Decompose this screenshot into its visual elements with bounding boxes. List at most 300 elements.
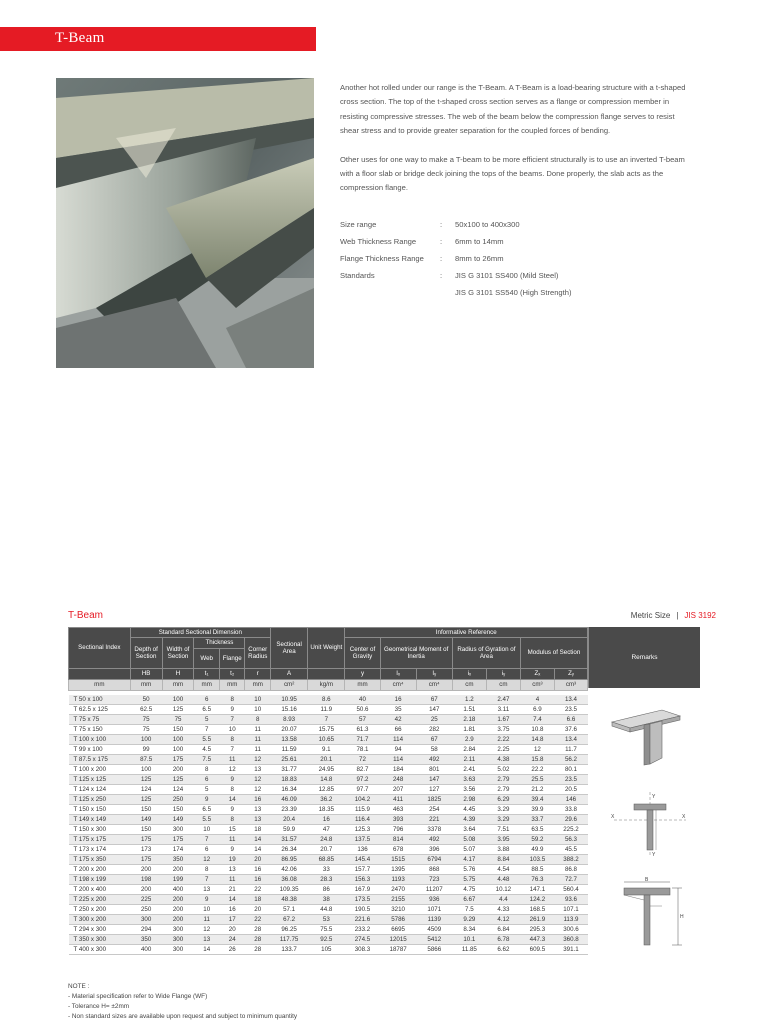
table-cell: 6 xyxy=(194,695,220,705)
table-cell: 10 xyxy=(194,824,220,834)
table-cell: 936 xyxy=(416,894,452,904)
table-cell: 67.2 xyxy=(271,914,308,924)
group-informative-reference: Informative Reference xyxy=(345,628,588,638)
table-cell: 175 xyxy=(162,834,194,844)
table-cell: 3.64 xyxy=(452,824,486,834)
table-cell: 221.6 xyxy=(345,914,380,924)
table-cell: 19 xyxy=(219,854,245,864)
col-depth: Depth of Section xyxy=(130,638,162,669)
table-cell: 146 xyxy=(554,794,587,804)
table-cell: 4.33 xyxy=(486,904,520,914)
table-cell: 9 xyxy=(194,894,220,904)
table-cell: 5.02 xyxy=(486,764,520,774)
spec-label: Size range xyxy=(340,220,377,229)
table-cell: 18 xyxy=(245,894,271,904)
table-row xyxy=(69,714,588,724)
table-cell: 145.4 xyxy=(345,854,380,864)
table-cell: 1071 xyxy=(416,904,452,914)
table-cell: 11 xyxy=(219,834,245,844)
table-cell: 35 xyxy=(380,704,416,714)
table-row xyxy=(69,804,588,814)
section-size-cell: T 173 x 174 xyxy=(69,844,131,854)
table-row xyxy=(69,904,588,914)
table-cell: 492 xyxy=(416,834,452,844)
table-cell: 3.88 xyxy=(486,844,520,854)
section-size-cell: T 198 x 199 xyxy=(69,874,131,884)
table-row xyxy=(69,874,588,884)
table-cell: 47 xyxy=(308,824,345,834)
table-cell: 2.84 xyxy=(452,744,486,754)
table-cell: 31.77 xyxy=(271,764,308,774)
table-cell: 14 xyxy=(219,894,245,904)
table-cell: 125.3 xyxy=(345,824,380,834)
table-cell: 15 xyxy=(219,824,245,834)
table-cell: 8.84 xyxy=(486,854,520,864)
axis-label-x: X xyxy=(682,814,686,820)
table-cell: 28 xyxy=(245,944,271,954)
table-cell: 388.2 xyxy=(554,854,587,864)
unit-cell: mm xyxy=(130,680,162,691)
symbol-cell: r xyxy=(245,669,271,680)
unit-cell: cm xyxy=(486,680,520,691)
table-cell: 18.83 xyxy=(271,774,308,784)
table-cell: 67 xyxy=(416,695,452,705)
symbol-cell: HB xyxy=(130,669,162,680)
table-cell: 10 xyxy=(245,704,271,714)
table-cell: 6.67 xyxy=(452,894,486,904)
table-cell: 200 xyxy=(162,864,194,874)
table-cell: 3.56 xyxy=(452,784,486,794)
table-cell: 5.07 xyxy=(452,844,486,854)
table-cell: 15.16 xyxy=(271,704,308,714)
symbol-cell: A xyxy=(271,669,308,680)
table-cell: 173.5 xyxy=(345,894,380,904)
table-cell: 5.75 xyxy=(452,874,486,884)
section-size-cell: T 100 x 200 xyxy=(69,764,131,774)
t-beam-table xyxy=(68,627,588,955)
table-cell: 12 xyxy=(219,764,245,774)
table-cell: 17 xyxy=(219,914,245,924)
table-cell: 9 xyxy=(219,844,245,854)
table-cell: 4509 xyxy=(416,924,452,934)
table-cell: 12 xyxy=(245,774,271,784)
table-cell: 199 xyxy=(162,874,194,884)
table-cell: 12015 xyxy=(380,934,416,944)
spec-label xyxy=(340,284,440,301)
table-cell: 3.11 xyxy=(486,704,520,714)
table-cell: 11 xyxy=(219,874,245,884)
table-cell: 4.38 xyxy=(486,754,520,764)
table-cell: 13.4 xyxy=(554,734,587,744)
unit-cell: mm xyxy=(162,680,194,691)
table-cell: 97.2 xyxy=(345,774,380,784)
table-cell: 56.2 xyxy=(554,754,587,764)
section-size-cell: T 150 x 300 xyxy=(69,824,131,834)
table-cell: 3210 xyxy=(380,904,416,914)
table-cell: 1139 xyxy=(416,914,452,924)
table-cell: 71.7 xyxy=(345,734,380,744)
table-cell: 1.67 xyxy=(486,714,520,724)
unit-cell: cm² xyxy=(271,680,308,691)
table-cell: 12 xyxy=(520,744,554,754)
table-cell: 723 xyxy=(416,874,452,884)
table-cell: 15.75 xyxy=(308,724,345,734)
table-cell: 294 xyxy=(130,924,162,934)
symbol-cell: iᵧ xyxy=(486,669,520,680)
table-cell: 13.4 xyxy=(554,695,587,705)
table-cell: 7 xyxy=(308,714,345,724)
table-cell: 609.5 xyxy=(520,944,554,954)
table-cell: 7 xyxy=(194,874,220,884)
table-cell: 21 xyxy=(219,884,245,894)
table-cell: 4.39 xyxy=(452,814,486,824)
table-row xyxy=(69,734,588,744)
unit-cell: mm xyxy=(345,680,380,691)
table-cell: 200 xyxy=(162,904,194,914)
col-unit-weight: Unit Weight xyxy=(308,628,345,669)
table-cell: 8 xyxy=(219,784,245,794)
table-cell: 10.8 xyxy=(520,724,554,734)
t-beam-photo xyxy=(56,78,314,368)
table-cell: 20 xyxy=(245,904,271,914)
table-cell: 248 xyxy=(380,774,416,784)
table-cell: 1.2 xyxy=(452,695,486,705)
spec-value: JIS G 3101 SS400 (Mild Steel) xyxy=(455,271,559,280)
table-cell: 1825 xyxy=(416,794,452,804)
table-cell: 147.1 xyxy=(520,884,554,894)
table-cell: 56.3 xyxy=(554,834,587,844)
table-row xyxy=(69,914,588,924)
table-row xyxy=(69,764,588,774)
table-cell: 86 xyxy=(308,884,345,894)
symbol-cell: iₓ xyxy=(452,669,486,680)
table-cell: 15.8 xyxy=(520,754,554,764)
table-cell: 150 xyxy=(130,824,162,834)
table-row xyxy=(69,844,588,854)
table-cell: 2155 xyxy=(380,894,416,904)
table-cell: 5 xyxy=(194,714,220,724)
table-cell: 8.6 xyxy=(308,695,345,705)
table-cell: 115.9 xyxy=(345,804,380,814)
table-cell: 5866 xyxy=(416,944,452,954)
metric-size-label xyxy=(631,611,716,620)
title-band xyxy=(0,27,316,51)
table-cell: 114 xyxy=(380,754,416,764)
table-cell: 36.2 xyxy=(308,794,345,804)
symbol-cell xyxy=(69,669,131,680)
table-cell: 3.75 xyxy=(486,724,520,734)
spec-row xyxy=(340,233,572,250)
spec-row xyxy=(340,284,572,301)
spec-row xyxy=(340,267,572,284)
table-cell: 801 xyxy=(416,764,452,774)
table-cell: 124 xyxy=(130,784,162,794)
table-cell: 6 xyxy=(194,774,220,784)
description-paragraph-2: Other uses for one way to make a T-beam to be more efficient structurally is to use an inverted T-beam with a floor slab or bridge deck joining the tops of the beams. Done properly, the slab acts as the compression flange. xyxy=(340,154,685,193)
table-cell: 2.41 xyxy=(452,764,486,774)
table-cell: 5 xyxy=(194,784,220,794)
table-cell: 42 xyxy=(380,714,416,724)
table-cell: 57 xyxy=(345,714,380,724)
table-cell: 136 xyxy=(345,844,380,854)
table-cell: 4.75 xyxy=(452,884,486,894)
table-cell: 11 xyxy=(245,744,271,754)
table-row xyxy=(69,814,588,824)
section-size-cell: T 300 x 200 xyxy=(69,914,131,924)
table-cell: 33 xyxy=(308,864,345,874)
col-corner-radius: Corner Radius xyxy=(245,638,271,669)
table-cell: 94 xyxy=(380,744,416,754)
table-cell: 133.7 xyxy=(271,944,308,954)
spec-colon xyxy=(440,284,455,301)
section-size-cell: T 125 x 125 xyxy=(69,774,131,784)
table-cell: 125 xyxy=(130,794,162,804)
spec-value: JIS G 3101 SS540 (High Strength) xyxy=(455,288,572,297)
table-cell: 50.6 xyxy=(345,704,380,714)
table-cell: 38 xyxy=(308,894,345,904)
spec-colon: : xyxy=(440,220,443,229)
separator: | xyxy=(676,611,679,620)
table-cell: 8.93 xyxy=(271,714,308,724)
table-cell: 31.57 xyxy=(271,834,308,844)
table-cell: 175 xyxy=(130,834,162,844)
table-cell: 125 xyxy=(130,774,162,784)
table-cell: 10.65 xyxy=(308,734,345,744)
spec-value: 8mm to 26mm xyxy=(455,254,504,263)
table-cell: 308.3 xyxy=(345,944,380,954)
table-cell: 125 xyxy=(162,774,194,784)
spec-row xyxy=(340,250,572,267)
table-cell: 6.78 xyxy=(486,934,520,944)
table-cell: 86.95 xyxy=(271,854,308,864)
table-cell: 2.25 xyxy=(486,744,520,754)
table-cell: 175 xyxy=(162,754,194,764)
group-standard-dimension: Standard Sectional Dimension xyxy=(130,628,270,638)
table-row xyxy=(69,754,588,764)
table-cell: 22 xyxy=(245,914,271,924)
symbol-cell: t₂ xyxy=(219,669,245,680)
section-size-cell: T 350 x 300 xyxy=(69,934,131,944)
table-cell: 6.9 xyxy=(520,704,554,714)
table-cell: 254 xyxy=(416,804,452,814)
axis-label-y: Y xyxy=(652,852,656,858)
table-cell: 68.85 xyxy=(308,854,345,864)
table-cell: 78.1 xyxy=(345,744,380,754)
axis-label-x: X xyxy=(611,814,615,820)
table-cell: 447.3 xyxy=(520,934,554,944)
table-cell: 100 xyxy=(162,744,194,754)
table-cell: 814 xyxy=(380,834,416,844)
table-cell: 300 xyxy=(162,824,194,834)
standard-label: JIS 3192 xyxy=(684,611,716,620)
table-cell: 9 xyxy=(219,804,245,814)
unit-cell: kg/m xyxy=(308,680,345,691)
spec-row xyxy=(340,216,572,233)
unit-cell: cm³ xyxy=(520,680,554,691)
table-cell: 350 xyxy=(130,934,162,944)
section-size-cell: T 175 x 175 xyxy=(69,834,131,844)
table-row xyxy=(69,695,588,705)
table-cell: 104.2 xyxy=(345,794,380,804)
table-cell: 5412 xyxy=(416,934,452,944)
table-cell: 6.6 xyxy=(554,714,587,724)
table-cell: 62.5 xyxy=(130,704,162,714)
table-cell: 13 xyxy=(194,884,220,894)
table-row xyxy=(69,934,588,944)
table-cell: 13 xyxy=(245,764,271,774)
table-cell: 93.6 xyxy=(554,894,587,904)
table-cell: 14 xyxy=(219,794,245,804)
table-cell: 5.5 xyxy=(194,734,220,744)
table-cell: 18787 xyxy=(380,944,416,954)
table-cell: 300 xyxy=(162,934,194,944)
description xyxy=(340,81,692,210)
table-cell: 796 xyxy=(380,824,416,834)
table-cell: 24 xyxy=(219,934,245,944)
table-cell: 9.29 xyxy=(452,914,486,924)
table-cell: 6.5 xyxy=(194,704,220,714)
table-cell: 2.11 xyxy=(452,754,486,764)
table-cell: 28 xyxy=(245,924,271,934)
table-cell: 1193 xyxy=(380,874,416,884)
table-cell: 3.63 xyxy=(452,774,486,784)
table-cell: 4.48 xyxy=(486,874,520,884)
unit-cell: cm³ xyxy=(554,680,587,691)
table-cell: 40 xyxy=(345,695,380,705)
table-cell: 2.79 xyxy=(486,774,520,784)
group-thickness: Thickness xyxy=(194,638,245,649)
section-size-cell: T 100 x 100 xyxy=(69,734,131,744)
table-cell: 11.7 xyxy=(554,744,587,754)
table-cell: 1515 xyxy=(380,854,416,864)
table-cell: 97.7 xyxy=(345,784,380,794)
table-cell: 49.9 xyxy=(520,844,554,854)
table-cell: 2.98 xyxy=(452,794,486,804)
table-cell: 174 xyxy=(162,844,194,854)
table-cell: 8 xyxy=(219,814,245,824)
table-cell: 109.35 xyxy=(271,884,308,894)
unit-cell: mm xyxy=(219,680,245,691)
t-beam-dimension-icon xyxy=(614,876,694,952)
table-cell: 33.8 xyxy=(554,804,587,814)
table-row xyxy=(69,924,588,934)
spec-colon: : xyxy=(440,254,443,263)
table-cell: 28.3 xyxy=(308,874,345,884)
table-cell: 117.75 xyxy=(271,934,308,944)
table-cell: 2.79 xyxy=(486,784,520,794)
table-cell: 75 xyxy=(162,714,194,724)
table-row xyxy=(69,794,588,804)
table-cell: 560.4 xyxy=(554,884,587,894)
table-cell: 9.1 xyxy=(308,744,345,754)
note-item: - Tolerance H= ±2mm xyxy=(68,1003,130,1010)
table-cell: 100 xyxy=(162,734,194,744)
table-cell: 150 xyxy=(130,804,162,814)
symbol-cell: Iᵧ xyxy=(416,669,452,680)
table-cell: 63.5 xyxy=(520,824,554,834)
table-cell: 3.29 xyxy=(486,814,520,824)
table-cell: 14.8 xyxy=(308,774,345,784)
table-cell: 3.29 xyxy=(486,804,520,814)
table-cell: 100 xyxy=(130,734,162,744)
table-cell: 14 xyxy=(194,944,220,954)
table-cell: 173 xyxy=(130,844,162,854)
table-cell: 1.51 xyxy=(452,704,486,714)
symbol-cell: H xyxy=(162,669,194,680)
table-cell: 7.51 xyxy=(486,824,520,834)
table-cell: 72.7 xyxy=(554,874,587,884)
table-cell: 400 xyxy=(130,944,162,954)
group-geo-moment: Geometrical Moment of Inertia xyxy=(380,638,452,669)
section-size-cell: T 125 x 250 xyxy=(69,794,131,804)
table-cell: 20.4 xyxy=(271,814,308,824)
table-cell: 23.39 xyxy=(271,804,308,814)
symbol-cell: t₁ xyxy=(194,669,220,680)
section-size-cell: T 175 x 350 xyxy=(69,854,131,864)
table-cell: 23.5 xyxy=(554,704,587,714)
group-radius-gyration: Radius of Gyration of Area xyxy=(452,638,520,669)
section-size-cell: T 400 x 300 xyxy=(69,944,131,954)
section-size-cell: T 50 x 100 xyxy=(69,695,131,705)
table-cell: 11207 xyxy=(416,884,452,894)
table-cell: 16 xyxy=(219,904,245,914)
table-cell: 10 xyxy=(194,904,220,914)
table-cell: 167.9 xyxy=(345,884,380,894)
table-cell: 72 xyxy=(345,754,380,764)
spec-list xyxy=(340,216,572,301)
table-cell: 391.1 xyxy=(554,944,587,954)
table-cell: 156.3 xyxy=(345,874,380,884)
description-paragraph-1: Another hot rolled under our range is the T-Beam. A T-Beam is a load-bearing structure with a t-shaped cross section. The top of the t-shaped cross section serves as a flange or compression member in resisting compressive stresses. The web of the beam below the compression flange serves to resist shear stress and to provide greater separation for the coupled forces of bending. xyxy=(340,83,686,136)
table-cell: 12.85 xyxy=(308,784,345,794)
table-cell: 16 xyxy=(245,794,271,804)
table-cell: 16 xyxy=(380,695,416,705)
table-cell: 8 xyxy=(194,864,220,874)
table-cell: 50 xyxy=(130,695,162,705)
table-cell: 225.2 xyxy=(554,824,587,834)
table-cell: 350 xyxy=(162,854,194,864)
table-cell: 7.5 xyxy=(452,904,486,914)
table-cell: 114 xyxy=(380,734,416,744)
table-cell: 75 xyxy=(130,714,162,724)
table-cell: 20.07 xyxy=(271,724,308,734)
t-beam-isometric-icon xyxy=(610,708,682,766)
table-cell: 149 xyxy=(162,814,194,824)
table-cell: 168.5 xyxy=(520,904,554,914)
section-size-cell: T 225 x 200 xyxy=(69,894,131,904)
dimension-label-h: H xyxy=(680,914,684,920)
table-cell: 12 xyxy=(194,854,220,864)
unit-cell: mm xyxy=(69,680,131,691)
table-cell: 18 xyxy=(245,824,271,834)
table-cell: 200 xyxy=(130,884,162,894)
col-center-gravity: Center of Gravity xyxy=(345,638,380,669)
table-cell: 10.95 xyxy=(271,695,308,705)
section-size-cell: T 149 x 149 xyxy=(69,814,131,824)
table-cell: 4.4 xyxy=(486,894,520,904)
table-cell: 12 xyxy=(245,754,271,764)
table-cell: 4 xyxy=(520,695,554,705)
table-cell: 233.2 xyxy=(345,924,380,934)
table-cell: 87.5 xyxy=(130,754,162,764)
unit-cell: cm⁴ xyxy=(416,680,452,691)
table-cell: 250 xyxy=(162,794,194,804)
table-cell: 9 xyxy=(219,704,245,714)
table-row xyxy=(69,894,588,904)
spec-value: 50x100 to 400x300 xyxy=(455,220,520,229)
table-cell: 16 xyxy=(245,864,271,874)
table-cell: 45.5 xyxy=(554,844,587,854)
